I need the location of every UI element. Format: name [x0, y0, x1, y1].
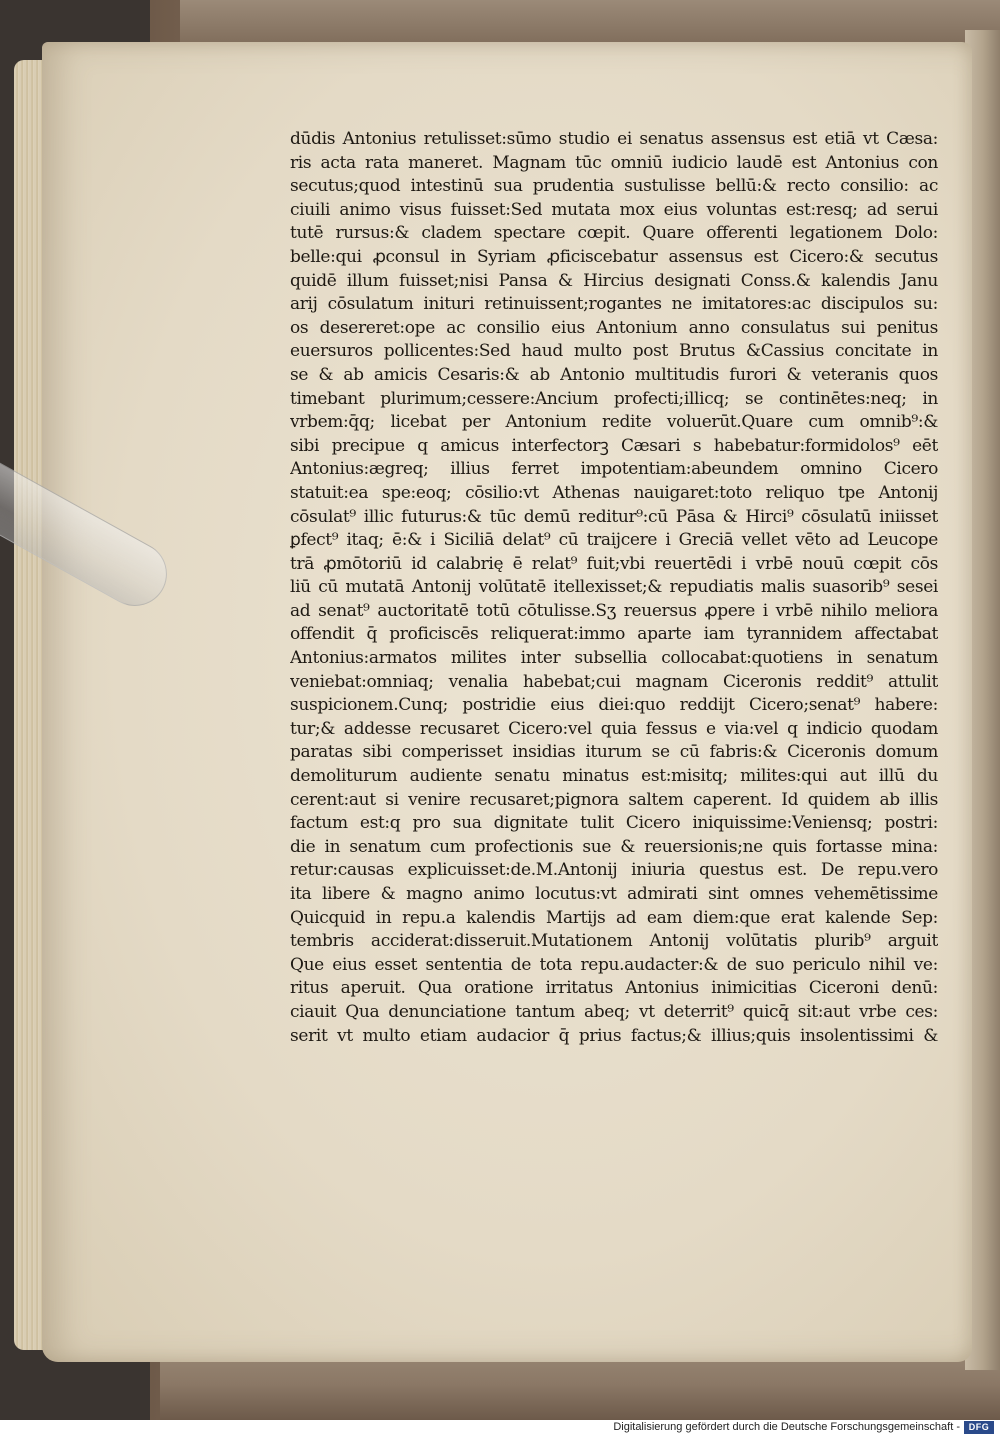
text-line: trā ꝓmōtoriū id calabrię ē relat⁹ fuit;vbi reuertēdi i vrbē nouū cœpit cōs: [290, 553, 938, 574]
text-line: tur;& addesse recusaret Cicero:vel quia fessus e via:vel q indicio quodam: [290, 718, 938, 739]
text-line: cōsulat⁹ illic futurus:& tūc demū reditur⁹:cū Pāsa & Hirci⁹ cōsulatū iniisset: [290, 506, 938, 527]
text-line: arij cōsulatum inituri retinuissent;rogantes ne imitatores:ac discipulos su:: [290, 294, 938, 315]
text-line: secutus;quod intestinū sua prudentia sustulisse bellū:& recto consilio: ac: [290, 176, 938, 197]
text-line: os desereret:ope ac consilio eius Antonium anno consulatus sui penitus: [290, 317, 938, 338]
text-line: retur:causas explicuisset:de.M.Antonij iniuria questus est. De repu.vero: [290, 860, 938, 881]
text-line: liū cū mutatā Antonij volūtatē itellexisset;& repudiatis malis suasorib⁹ sesei: [290, 577, 938, 598]
text-line: suspicionem.Cunq; postridie eius diei:quo reddijt Cicero;senat⁹ habere:: [290, 695, 938, 716]
footer-credit: Digitalisierung gefördert durch die Deutsche Forschungsgemeinschaft -: [613, 1421, 960, 1433]
text-line: ris acta rata maneret. Magnam tūc omniū iudicio laudē est Antonius con: [290, 152, 938, 173]
text-line: ꝑfect⁹ itaq; ē:& i Siciliā delat⁹ cū traijcere i Greciā vellet vēto ad Leucope: [290, 530, 938, 551]
text-line: offendit q̄ proficiscēs reliquerat:immo aparte iam tyrannidem affectabat: [290, 624, 938, 645]
text-line: sibi precipue q amicus interfectorꝫ Cæsari s habebatur:formidolos⁹ eēt: [290, 435, 938, 456]
text-line: Quicquid in repu.a kalendis Martijs ad eam diem:que erat kalende Sep:: [290, 907, 938, 928]
text-line: ciauit Qua denunciatione tantum abeq; vt deterrit⁹ quicq̄ sit:aut vrbe ces:: [290, 1001, 938, 1022]
text-line: tutē rursus:& cladem spectare cœpit. Quare offerenti legationem Dolo:: [290, 223, 938, 244]
text-line: timebant plurimum;cessere:Ancium profecti;illicq; se continētes:neq; in: [290, 388, 938, 409]
dfg-logo-icon: DFG: [964, 1421, 994, 1434]
text-line: paratas sibi comperisset insidias iturum se cū fabris:& Ciceronis domum: [290, 742, 938, 763]
text-line: ritus aperuit. Qua oratione irritatus Antonius inimicitias Ciceroni denū:: [290, 978, 938, 999]
text-line: vrbem:q̄q; licebat per Antonium redite voluerūt.Quare cum omnib⁹:&: [290, 412, 938, 433]
text-line: factum est:q pro sua dignitate tulit Cicero iniquissime:Veniensq; postri:: [290, 813, 938, 834]
print-text-block: [290, 128, 938, 1048]
text-line: cerent:aut si venire recusaret;pignora saltem caperent. Id quidem ab illis: [290, 789, 938, 810]
footer-bar: [0, 1420, 1000, 1435]
text-line: die in senatum cum profectionis sue & reuersionis;ne quis fortasse mina:: [290, 836, 938, 857]
text-line: ciuili animo visus fuisset:Sed mutata mox eius voluntas est:resq; ad serui: [290, 199, 938, 220]
text-line: serit vt multo etiam audacior q̄ prius factus;& illius;quis insolentissimi &: [290, 1025, 938, 1046]
text-line: tembris acciderat:disseruit.Mutationem Antonij volūtatis plurib⁹ arguit: [290, 931, 938, 952]
text-line: Antonius:ægreq; illius ferret impotentiam:abeundem omnino Cicero: [290, 459, 938, 480]
text-line: Antonius:armatos milites inter subsellia collocabat:quotiens in senatum: [290, 648, 938, 669]
text-line: ita libere & magno animo locutus:vt admirati sint omnes vehemētissime: [290, 884, 938, 904]
text-line: demoliturum audiente senatu minatus est:misitq; milites:qui aut illū du: [290, 766, 938, 787]
text-line: veniebat:omniaq; venalia habebat;cui magnam Ciceronis reddit⁹ attulit: [290, 671, 938, 692]
text-line: se & ab amicis Cesaris:& ab Antonio multitudis furori & veteranis quos: [290, 364, 938, 385]
text-line: quidē illum fuisset;nisi Pansa & Hircius designati Conss.& kalendis Janu: [290, 270, 938, 291]
text-line: euersuros pollicentes:Sed haud multo post Brutus &Cassius concitate in: [290, 341, 938, 362]
text-line: belle:qui ꝓconsul in Syriam ꝓficiscebatur assensus est Cicero:& secutus: [290, 246, 938, 267]
text-line: dūdis Antonius retulisset:sūmo studio ei senatus assensus est etiā vt Cæsa:: [290, 129, 938, 149]
text-line: Que eius esset sententia de tota repu.audacter:& de suo periculo nihil ve:: [290, 954, 938, 975]
text-line: statuit:ea spe:eoq; cōsilio:vt Athenas nauigaret:toto reliquo tpe Antonij: [290, 482, 938, 503]
text-line: ad senat⁹ auctoritatē totū cōtulisse.Sʒ reuersus ꝓpere i vrbē nihilo meliora: [290, 600, 938, 621]
